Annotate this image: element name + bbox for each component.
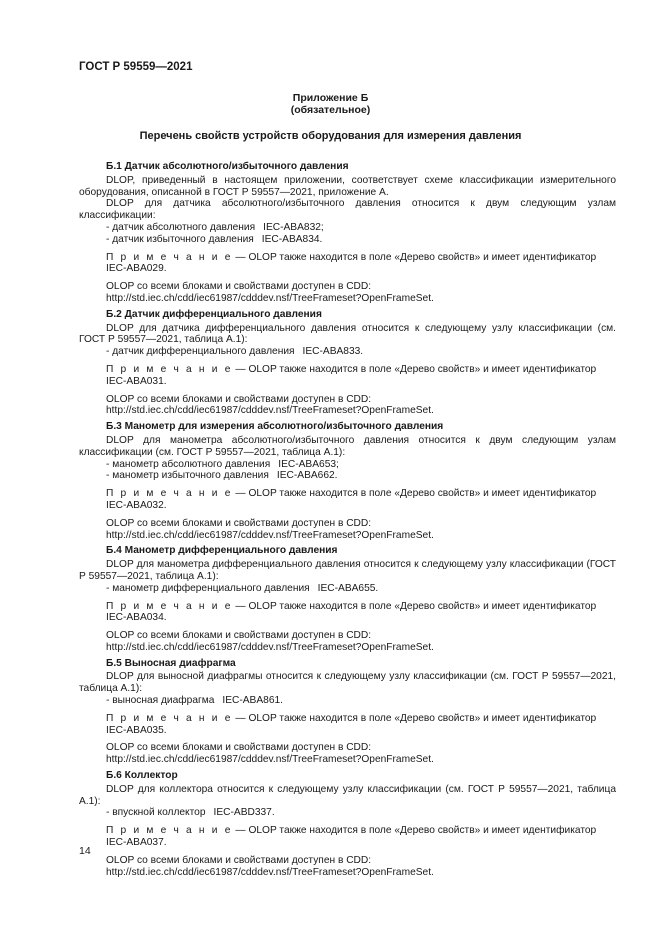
classification-item bbox=[79, 234, 616, 246]
note bbox=[79, 364, 616, 388]
item-label: - выносная диафрагма bbox=[106, 695, 215, 707]
main-title: Перечень свойств устройств оборудования для измерения давления bbox=[139, 130, 522, 142]
cdd-link[interactable]: http://std.iec.ch/cdd/iec61987/cdddev.nsf/TreeFrameset?OpenFrameSet. bbox=[106, 529, 434, 541]
note-prefix: П р и м е ч а н и е bbox=[106, 600, 233, 612]
note-text: — OLOP также находится в поле «Дерево свойств» и имеет идентификатор IEC-ABA034. bbox=[106, 600, 597, 624]
cdd-availability-text: OLOP со всеми блоками и свойствами доступен в CDD: bbox=[106, 630, 372, 642]
cdd-link[interactable]: http://std.iec.ch/cdd/iec61987/cdddev.nsf/TreeFrameset?OpenFrameSet. bbox=[106, 405, 434, 417]
note-text: — OLOP также находится в поле «Дерево свойств» и имеет идентификатор IEC-ABA037. bbox=[106, 825, 597, 849]
note-prefix: П р и м е ч а н и е bbox=[106, 712, 233, 724]
cdd-link[interactable]: http://std.iec.ch/cdd/iec61987/cdddev.nsf/TreeFrameset?OpenFrameSet. bbox=[106, 292, 434, 304]
item-label: - датчик дифференциального давления bbox=[106, 346, 295, 358]
section-heading: Б.3 Манометр для измерения абсолютного/избыточного давления bbox=[106, 421, 444, 433]
cdd-availability-text: OLOP со всеми блоками и свойствами доступен в CDD: bbox=[106, 854, 372, 866]
section-heading: Б.4 Манометр дифференциального давления bbox=[106, 545, 338, 557]
note-text: — OLOP также находится в поле «Дерево свойств» и имеет идентификатор IEC-ABA031. bbox=[106, 363, 597, 387]
note-prefix: П р и м е ч а н и е bbox=[106, 825, 233, 837]
cdd-availability-text: OLOP со всеми блоками и свойствами доступен в CDD: bbox=[106, 742, 372, 754]
paragraph: DLOP для манометра дифференциального давления относится к следующему узлу классификации (ГОСТ Р 59557—2021, таблица А.1): bbox=[79, 559, 616, 582]
document-header: ГОСТ Р 59559—2021 bbox=[79, 61, 193, 73]
item-code: IEC-ABA662. bbox=[276, 470, 338, 482]
page-number: 14 bbox=[79, 845, 91, 857]
item-label: - датчик избыточного давления bbox=[106, 233, 254, 245]
classification-item bbox=[79, 583, 616, 595]
note bbox=[79, 252, 616, 276]
note-prefix: П р и м е ч а н и е bbox=[106, 251, 233, 263]
note-text: — OLOP также находится в поле «Дерево свойств» и имеет идентификатор IEC-ABA032. bbox=[106, 488, 597, 511]
section bbox=[79, 770, 616, 878]
paragraph: DLOP для выносной диафрагмы относится к следующему узлу классификации (см. ГОСТ Р 59557—2021, таблица А.1): bbox=[79, 671, 616, 695]
section-heading: Б.6 Коллектор bbox=[106, 770, 178, 782]
item-label: - датчик абсолютного давления bbox=[106, 221, 256, 233]
section bbox=[79, 309, 616, 417]
item-code: IEC-ABA861. bbox=[222, 695, 283, 707]
cdd-link[interactable]: http://std.iec.ch/cdd/iec61987/cdddev.nsf/TreeFrameset?OpenFrameSet. bbox=[106, 754, 434, 766]
section-heading: Б.2 Датчик дифференциального давления bbox=[106, 308, 322, 320]
paragraph: DLOP для датчика абсолютного/избыточного давления относится к двум следующим узлам классификации: bbox=[79, 198, 616, 222]
item-code: IEC-ABA834. bbox=[261, 233, 323, 245]
note bbox=[79, 825, 616, 849]
cdd-link[interactable]: http://std.iec.ch/cdd/iec61987/cdddev.nsf/TreeFrameset?OpenFrameSet. bbox=[106, 866, 434, 878]
paragraph: DLOP, приведенный в настоящем приложении, соответствует схеме классификации измерительного оборудования, описанной в ГОСТ Р 59557—2021, приложение А. bbox=[79, 174, 616, 198]
classification-item bbox=[79, 807, 616, 819]
classification-item bbox=[79, 470, 616, 482]
paragraph: DLOP для коллектора относится к следующему узлу классификации (см. ГОСТ Р 59557—2021, таблица А.1): bbox=[79, 783, 616, 807]
note-prefix: П р и м е ч а н и е bbox=[106, 363, 233, 375]
section bbox=[79, 545, 616, 653]
note-prefix: П р и м е ч а н и е bbox=[106, 488, 233, 500]
section bbox=[79, 658, 616, 766]
note-text: — OLOP также находится в поле «Дерево свойств» и имеет идентификатор IEC-ABA035. bbox=[106, 712, 597, 736]
classification-item bbox=[79, 346, 616, 358]
appendix-title: Приложение Б bbox=[292, 92, 369, 104]
paragraph: DLOP для датчика дифференциального давления относится к следующему узлу классификации (см. ГОСТ Р 59557—2021, таблица А.1): bbox=[79, 322, 616, 346]
note bbox=[79, 601, 616, 625]
item-code: IEC-ABA655. bbox=[317, 582, 379, 594]
paragraph: DLOP для манометра абсолютного/избыточного давления относится к двум следующим узлам классификации (см. ГОСТ Р 59557—2021, таблица А.1): bbox=[79, 434, 616, 458]
classification-item bbox=[79, 695, 616, 707]
cdd-availability-text: OLOP со всеми блоками и свойствами доступен в CDD: bbox=[106, 393, 372, 405]
cdd-link[interactable]: http://std.iec.ch/cdd/iec61987/cdddev.nsf/TreeFrameset?OpenFrameSet. bbox=[106, 641, 434, 653]
note bbox=[79, 488, 616, 512]
classification-item bbox=[79, 222, 616, 234]
item-code: IEC-ABA832; bbox=[263, 221, 324, 233]
item-code: IEC-ABD337. bbox=[213, 807, 275, 819]
item-label: - впускной коллектор bbox=[106, 807, 206, 819]
appendix-subtitle: (обязательное) bbox=[290, 104, 371, 116]
cdd-availability-text: OLOP со всеми блоками и свойствами доступен в CDD: bbox=[106, 517, 372, 529]
item-label: - манометр избыточного давления bbox=[106, 470, 269, 482]
item-code: IEC-ABA833. bbox=[302, 346, 364, 358]
note bbox=[79, 713, 616, 737]
section bbox=[79, 421, 616, 541]
cdd-availability-text: OLOP со всеми блоками и свойствами доступен в CDD: bbox=[106, 281, 372, 293]
item-code: IEC-ABA653; bbox=[278, 458, 339, 470]
note-text: — OLOP также находится в поле «Дерево свойств» и имеет идентификатор IEC-ABA029. bbox=[106, 251, 597, 275]
section-heading: Б.5 Выносная диафрагма bbox=[106, 657, 236, 669]
classification-item bbox=[79, 459, 616, 471]
section bbox=[79, 161, 616, 305]
section-heading: Б.1 Датчик абсолютного/избыточного давления bbox=[106, 161, 349, 172]
document-body bbox=[79, 161, 616, 882]
item-label: - манометр дифференциального давления bbox=[106, 582, 310, 594]
item-label: - манометр абсолютного давления bbox=[106, 458, 271, 470]
